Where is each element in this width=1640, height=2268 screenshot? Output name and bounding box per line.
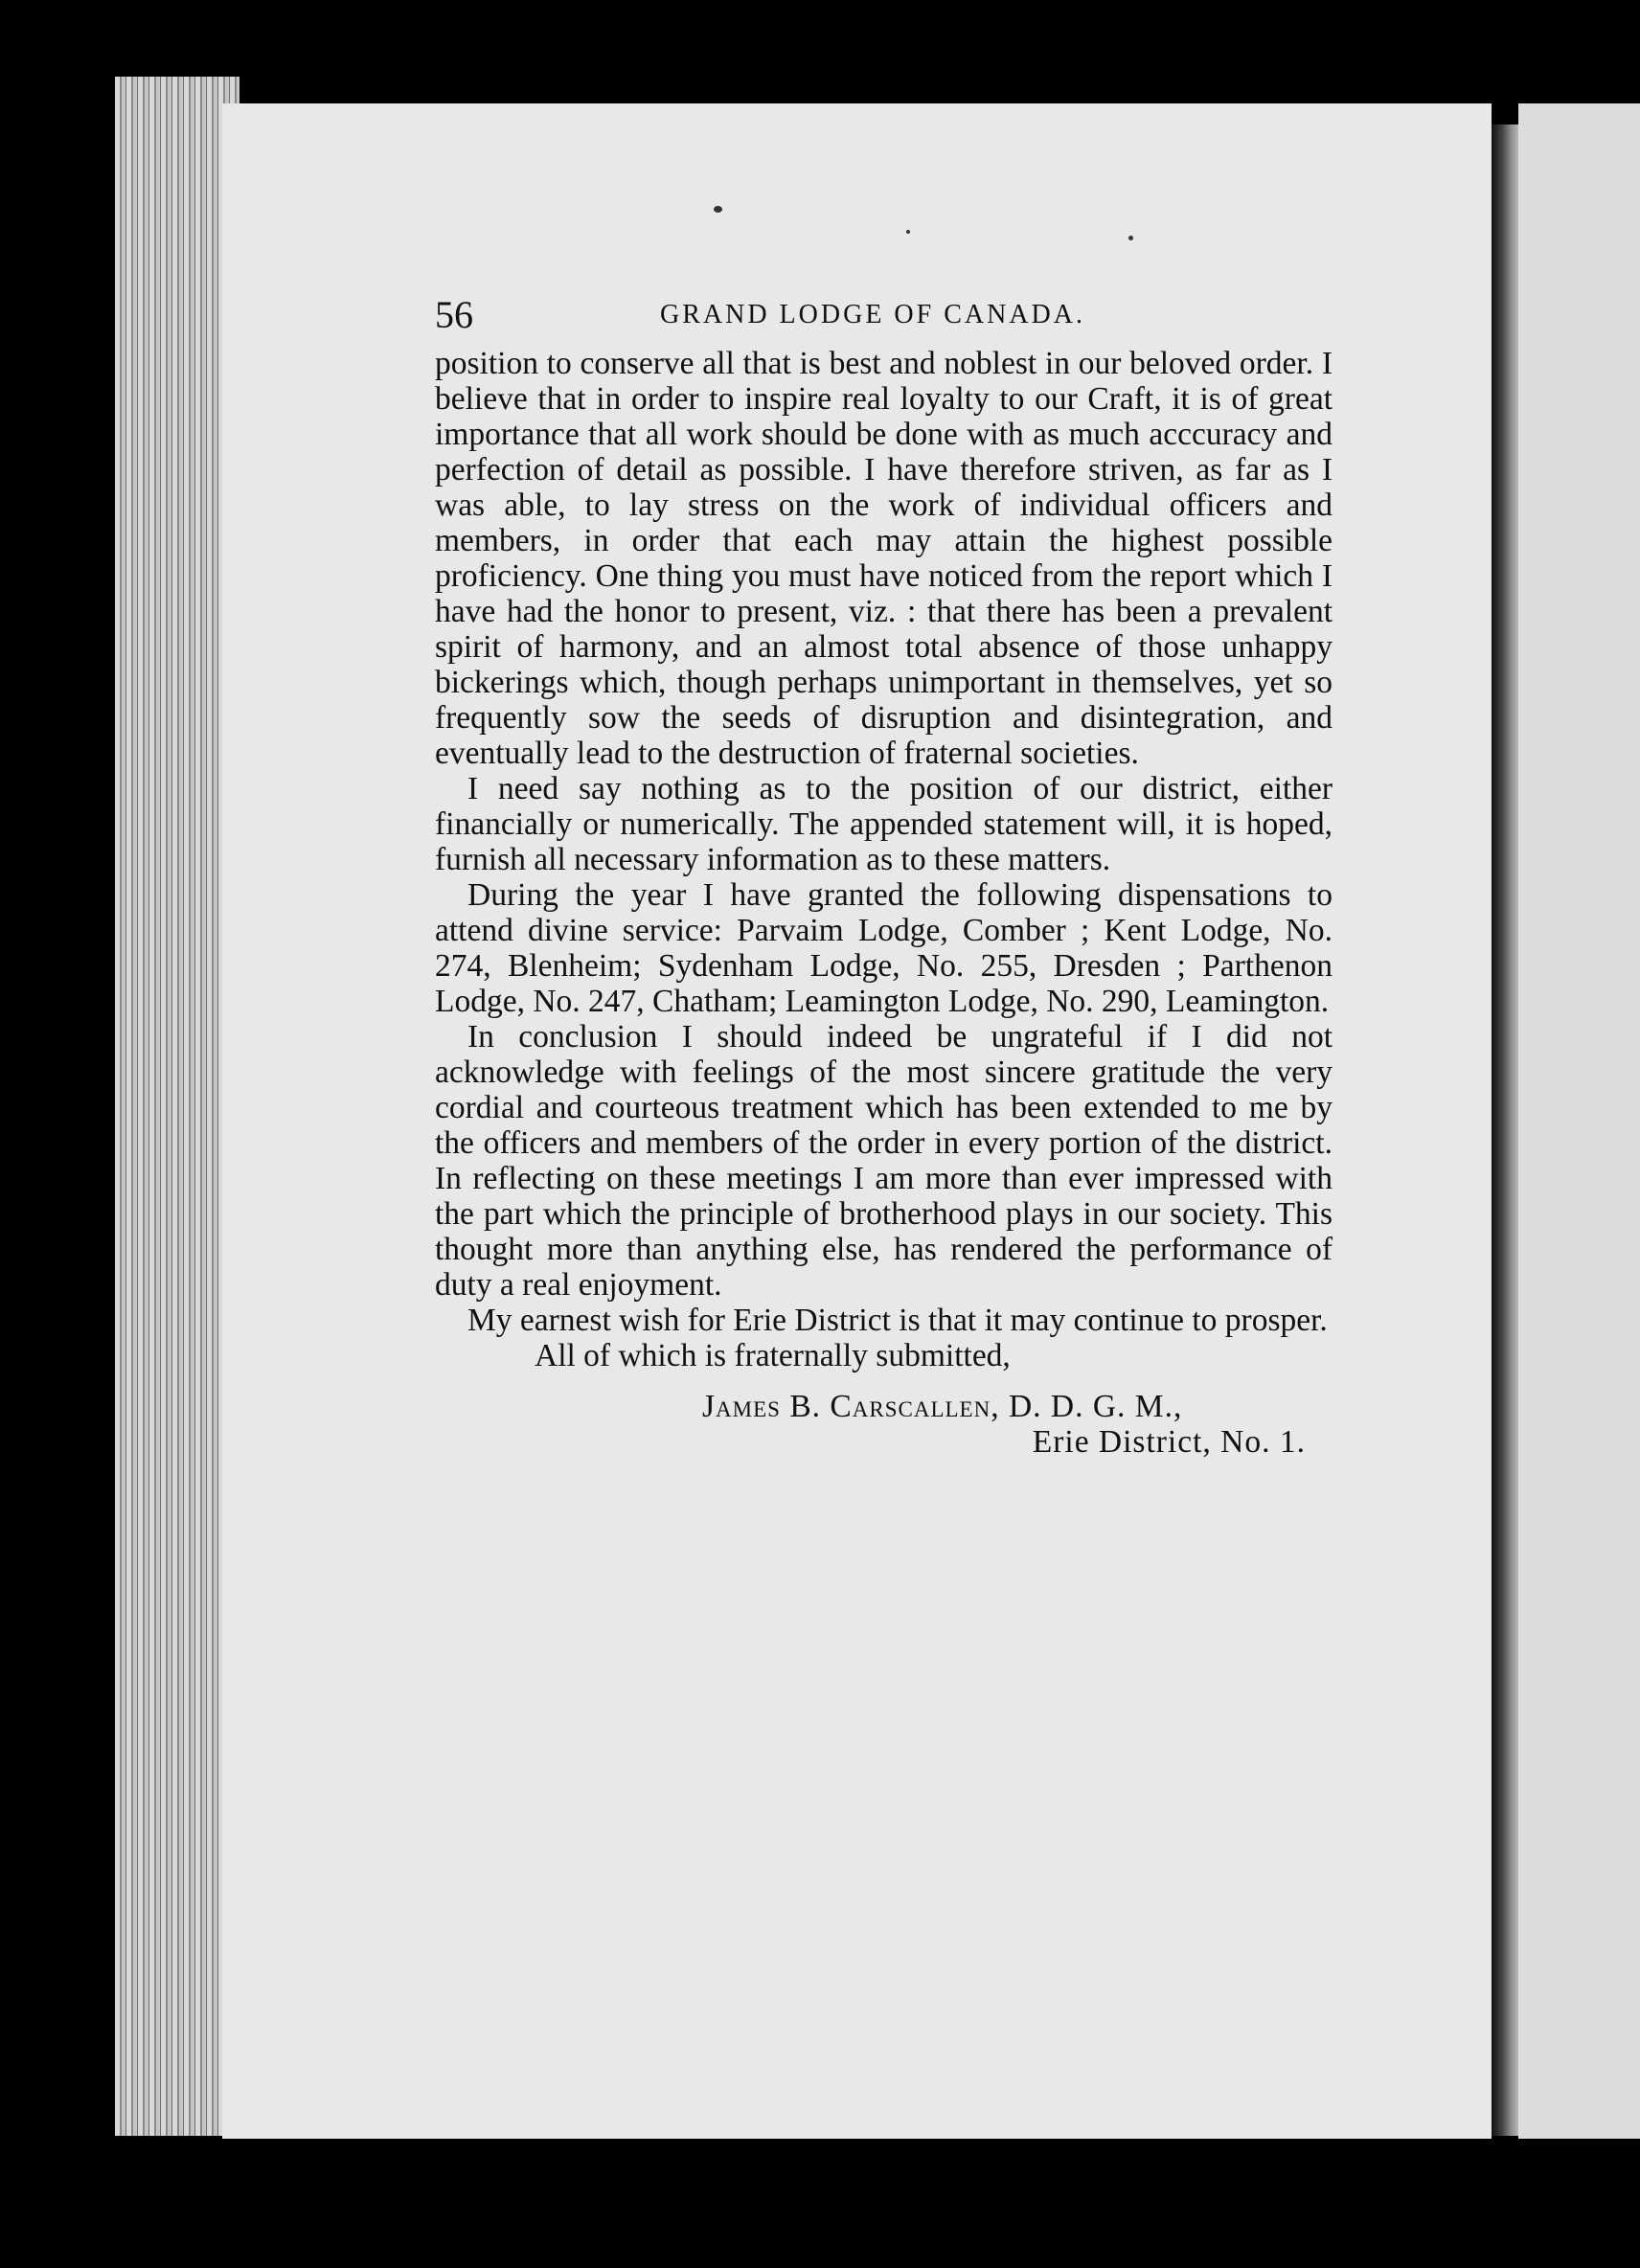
ink-speck: [906, 230, 910, 234]
running-head: [435, 292, 1332, 346]
page-number: 56: [435, 293, 473, 336]
ink-speck: [1128, 236, 1133, 240]
page-edge-stack: [115, 77, 239, 2136]
paragraph: position to conserve all that is best and noblest in our beloved order. I believe that in order to inspire real loyalty to our Craft, it is of great importance that all work should be done with as much acccuracy and perfection of detail as possible. I have therefore striven, as far as I was able, to lay stress on the work of individual officers and members, in order that each may attain the highest possible proficiency. One thing you must have noticed from the report which I have had the honor to present, viz. : that there has been a prevalent spirit of harmony, and an almost total absence of those unhappy bickerings which, though perhaps unimportant in themselves, yet so frequently sow the seeds of disruption and disintegration, and eventually lead to the destruction of fraternal societies.: [435, 346, 1332, 771]
facing-page-edge: [1518, 103, 1640, 2139]
paragraph: During the year I have granted the following dispensations to attend divine service: Parvaim Lodge, Comber ; Kent Lodge, No. 274, Blenheim; Sydenham Lodge, No. 255, Dresden ; Parthenon Lodge, No. 247, Chatham; Leamington Lodge, No. 290, Leamington.: [435, 877, 1332, 1019]
paragraph: In conclusion I should indeed be ungrateful if I did not acknowledge with feelings of the most sincere gratitude the very cordial and courteous treatment which has been extended to me by the officers and members of the order in every portion of the district. In reflecting on these meetings I am more than ever impressed with the part which the principle of brotherhood plays in our society. This thought more than anything else, has rendered the performance of duty a real enjoyment.: [435, 1019, 1332, 1303]
signature-name: James B. Carscallen, D. D. G. M.,: [702, 1389, 1183, 1424]
book-gutter: [1492, 125, 1518, 2136]
page-text: [435, 292, 1332, 1460]
report-body: [435, 346, 1332, 1373]
signature-district: Erie District, No. 1.: [1032, 1424, 1306, 1460]
closing-line: All of which is fraternally submitted,: [535, 1338, 1011, 1373]
ink-speck: [714, 206, 722, 213]
paragraph: I need say nothing as to the position of our district, either financially or numerically. The appended statement will, it is hoped, furnish all necessary information as to these matters.: [435, 771, 1332, 877]
running-title: GRAND LODGE OF CANADA.: [660, 300, 1085, 329]
paragraph: My earnest wish for Erie District is that it may continue to prosper.: [467, 1303, 1328, 1338]
